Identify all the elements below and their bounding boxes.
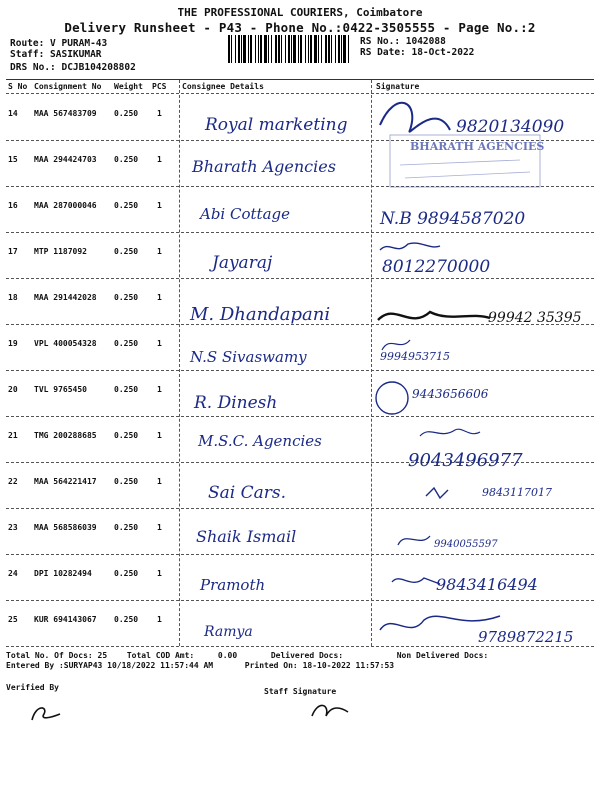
row-pcs: 1 (157, 477, 162, 486)
row-sno: 17 (8, 247, 18, 256)
signature-scribble (380, 243, 440, 250)
signature-handwritten: 9940055597 (434, 539, 498, 550)
signature-scribble (426, 488, 448, 498)
totals-block (6, 651, 488, 671)
company-name: THE PROFESSIONAL COURIERS, Coimbatore (177, 6, 423, 19)
staff-signature-scribble (312, 705, 348, 716)
consignee-handwritten: M.S.C. Agencies (198, 432, 322, 450)
signature-handwritten: 9843416494 (436, 575, 538, 594)
col-header-signature: Signature (376, 82, 420, 91)
col-header-consignment: Consignment No (34, 82, 102, 91)
row-sno: 24 (8, 569, 18, 578)
row-sno: 21 (8, 431, 18, 440)
row-weight: 0.250 (114, 385, 139, 394)
runsheet-title: Delivery Runsheet - P43 - Phone No.:0422-3505555 - Page No.:2 (64, 20, 536, 35)
col-header-sno: S No (8, 82, 28, 91)
signature-handwritten: 9994953715 (380, 350, 450, 363)
row-pcs: 1 (157, 431, 162, 440)
signature-scribble (382, 340, 410, 350)
signature-handwritten: 9820134090 (456, 117, 565, 137)
row-weight: 0.250 (114, 431, 139, 440)
consignee-handwritten: R. Dinesh (194, 393, 278, 413)
row-consignment-no: MAA 567483709 (34, 109, 97, 118)
row-weight: 0.250 (114, 155, 139, 164)
total-cod-label: Total COD Amt: (126, 651, 195, 660)
row-pcs: 1 (157, 201, 162, 210)
row-pcs: 1 (157, 385, 162, 394)
row-consignment-no: MAA 568586039 (34, 523, 97, 532)
rs-number: RS No.: 1042088 (360, 36, 446, 47)
row-consignment-no: MTP 1187092 (34, 247, 87, 256)
drs-label: DRS No.: DCJB104208802 (10, 62, 136, 73)
row-pcs: 1 (157, 293, 162, 302)
row-weight: 0.250 (114, 293, 139, 302)
signature-handwritten: 9789872215 (478, 628, 574, 646)
row-sno: 23 (8, 523, 18, 532)
row-weight: 0.250 (114, 615, 139, 624)
row-sno: 19 (8, 339, 18, 348)
row-consignment-no: MAA 287000046 (34, 201, 97, 210)
row-consignment-no: DPI 10282494 (34, 569, 92, 578)
signature-handwritten: 99942 35395 (488, 310, 582, 326)
row-sno: 22 (8, 477, 18, 486)
row-pcs: 1 (157, 523, 162, 532)
staff-signature-label: Staff Signature (264, 687, 337, 696)
col-header-consignee: Consignee Details (182, 82, 264, 91)
total-docs: Total No. Of Docs: 25 (6, 651, 108, 660)
entered-by: Entered By :SURYAP43 10/18/2022 11:57:44 AM (6, 661, 214, 670)
row-sno: 20 (8, 385, 18, 394)
rs-date: RS Date: 18-Oct-2022 (360, 47, 475, 58)
row-pcs: 1 (157, 569, 162, 578)
signature-handwritten: 9843117017 (482, 486, 552, 499)
consignee-handwritten: Jayaraj (212, 253, 273, 273)
signature-scribble (380, 103, 450, 132)
printed-on: Printed On: 18-10-2022 11:57:53 (244, 661, 395, 670)
verified-by-label: Verified By (6, 683, 59, 692)
stamp-text: BHARATH AGENCIES (410, 140, 545, 153)
signature-handwritten: 9043496977 (408, 450, 523, 471)
signature-handwritten: 8012270000 (382, 257, 491, 277)
signature-handwritten: 9443656606 (412, 387, 489, 401)
signature-scribble (420, 429, 480, 436)
row-weight: 0.250 (114, 109, 139, 118)
row-weight: 0.250 (114, 523, 139, 532)
row-weight: 0.250 (114, 339, 139, 348)
consignee-handwritten: Sai Cars. (208, 483, 287, 503)
col-header-pcs: PCS (152, 82, 167, 91)
row-consignment-no: MAA 294424703 (34, 155, 97, 164)
row-weight: 0.250 (114, 477, 139, 486)
non-delivered-docs-label: Non Delivered Docs: (396, 651, 489, 660)
signature-handwritten: N.B 9894587020 (380, 209, 526, 229)
consignee-handwritten: M. Dhandapani (190, 304, 331, 325)
row-pcs: 1 (157, 247, 162, 256)
row-consignment-no: MAA 564221417 (34, 477, 97, 486)
staff-label: Staff: SASIKUMAR (10, 49, 102, 60)
delivered-docs-label: Delivered Docs: (270, 651, 344, 660)
route-label: Route: V PURAM-43 (10, 38, 108, 49)
row-weight: 0.250 (114, 201, 139, 210)
consignee-handwritten: Shaik Ismail (196, 527, 297, 546)
consignee-handwritten: Ramya (204, 624, 253, 640)
row-consignment-no: TVL 9765450 (34, 385, 87, 394)
row-consignment-no: KUR 694143067 (34, 615, 97, 624)
row-pcs: 1 (157, 109, 162, 118)
row-sno: 15 (8, 155, 18, 164)
company-stamp (390, 135, 544, 187)
col-header-weight: Weight (114, 82, 143, 91)
signature-scribble (398, 536, 430, 545)
signature-scribble (378, 312, 490, 320)
row-pcs: 1 (157, 339, 162, 348)
consignee-handwritten: Abi Cottage (200, 205, 290, 223)
row-weight: 0.250 (114, 247, 139, 256)
signature-scribble (376, 382, 408, 414)
total-cod-value: 0.00 (217, 651, 238, 660)
row-sno: 16 (8, 201, 18, 210)
row-sno: 18 (8, 293, 18, 302)
signature-scribble (392, 578, 440, 584)
consignee-handwritten: Bharath Agencies (192, 157, 336, 176)
row-consignment-no: VPL 400054328 (34, 339, 97, 348)
row-consignment-no: MAA 291442028 (34, 293, 97, 302)
row-sno: 25 (8, 615, 18, 624)
row-pcs: 1 (157, 615, 162, 624)
row-pcs: 1 (157, 155, 162, 164)
consignee-handwritten: N.S Sivaswamy (190, 348, 307, 366)
verified-by-signature (32, 708, 60, 720)
row-weight: 0.250 (114, 569, 139, 578)
consignee-handwritten: Pramoth (200, 576, 266, 594)
row-sno: 14 (8, 109, 18, 118)
row-consignment-no: TMG 200288685 (34, 431, 97, 440)
consignee-handwritten: Royal marketing (205, 115, 348, 135)
